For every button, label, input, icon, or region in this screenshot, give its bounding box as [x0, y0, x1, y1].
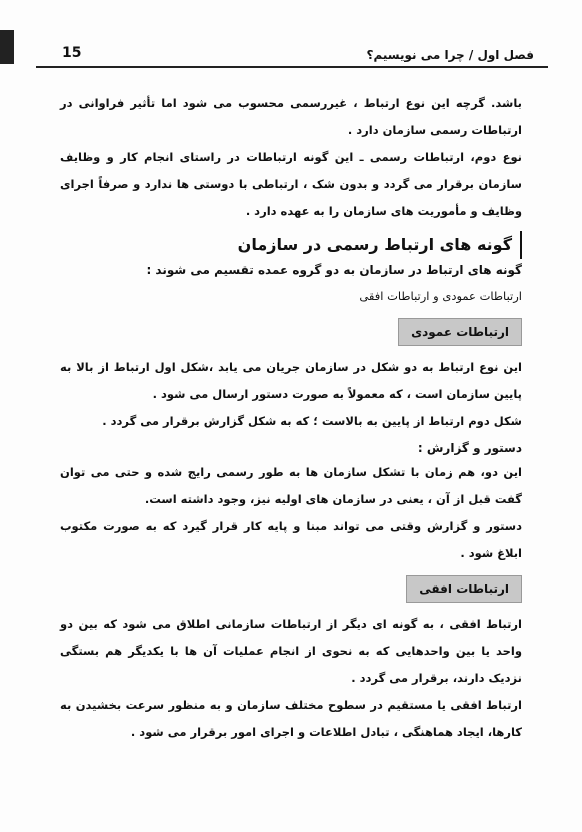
section-heading: گونه های ارتباط رسمی در سازمان: [60, 231, 522, 259]
page-content: [60, 90, 522, 746]
page-corner-mark: [0, 30, 14, 64]
intro-line: گونه های ارتباط در سازمان به دو گروه عمده تقسیم می شوند :: [146, 263, 522, 277]
header-rule: [36, 66, 548, 68]
paragraph-2: [60, 144, 522, 225]
horizontal-paragraph-1: ارتباط افقی ، به گونه ای دیگر از ارتباطات سازمانی اطلاق می شود که بین دو واحد یا بین واحدهایی که به نحوی از انجام عملیات آن ها با یکدیگر هم بستگی نزدیک دارند، برقرار می گردد .: [60, 617, 522, 685]
vertical-paragraph-1: این نوع ارتباط به دو شکل در سازمان جریان می یابد ،شکل اول ارتباط از بالا به پایین سازمان است ، که معمولاً به صورت دستور ارسال می شود .: [60, 360, 522, 401]
formal-comm-lead: نوع دوم، ارتباطات رسمی ـ: [359, 150, 522, 164]
orders-paragraph-2: دستور و گزارش وقتی می تواند مبنا و پایه کار قرار گیرد که به صورت مکتوب ابلاغ شود .: [60, 519, 522, 560]
horizontal-paragraph-2: ارتباط افقی یا مستقیم در سطوح مختلف سازمان و به منظور سرعت بخشیدن به کارها، ایجاد هماهنگی ، تبادل اطلاعات و اجرای امور برقرار می شود .: [60, 698, 522, 739]
chapter-title: فصل اول / چرا می نویسیم؟: [366, 48, 534, 62]
page-number: 15: [62, 45, 82, 61]
orders-reports-heading: دستور و گزارش :: [417, 441, 522, 455]
formal-comm-text: این گونه ارتباطات در راستای انجام کار و وظایف سازمان برقرار می گردد و بدون شک ، ارتباطی با دوستی ها ندارد و صرفاً اجرای وظایف و مأموریت های سازمان را به عهده دارد .: [60, 150, 522, 218]
paragraph-1: باشد. گرچه این نوع ارتباط ، غیررسمی محسوب می شود اما تأثیر فراوانی در ارتباطات رسمی سازمان دارد .: [60, 96, 522, 137]
vertical-paragraph-2: شکل دوم ارتباط از پایین به بالاست ؛ که به شکل گزارش برقرار می گردد .: [102, 414, 522, 428]
horizontal-heading: ارتباطات افقی: [406, 575, 522, 603]
orders-paragraph-1: این دو، هم زمان با تشکل سازمان ها به طور رسمی رایج شده و حتی می توان گفت قبل از آن ، یعنی در سازمان های اولیه نیز، وجود داشته است.: [60, 465, 522, 506]
vertical-heading: ارتباطات عمودی: [398, 318, 522, 346]
types-line: ارتباطات عمودی و ارتباطات افقی: [359, 289, 522, 303]
